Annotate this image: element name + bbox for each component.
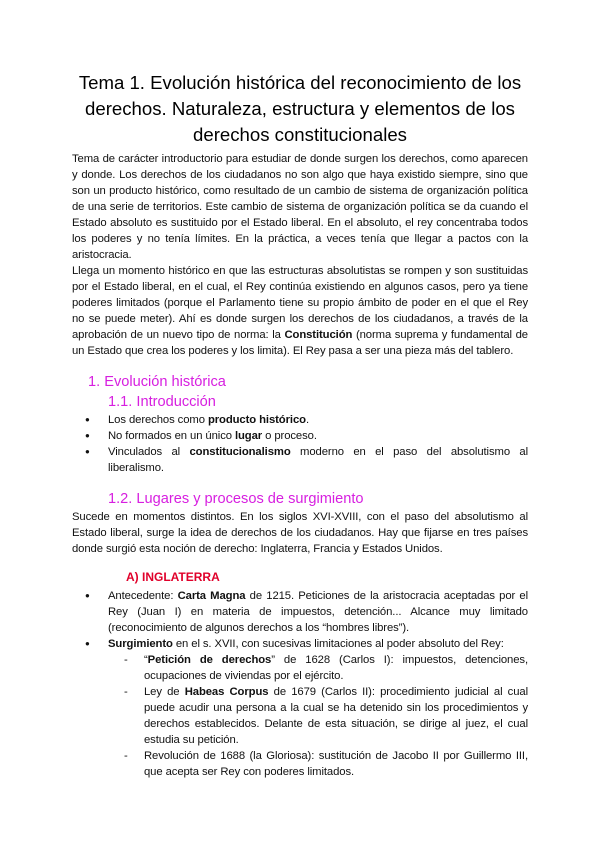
item-text: Los derechos como <box>108 414 208 426</box>
item-bold: Carta Magna <box>177 590 246 602</box>
item-text: No formados en un único <box>108 430 235 442</box>
list-item <box>108 652 528 684</box>
intro-paragraph-1: Tema de carácter introductorio para estudiar de donde surgen los derechos, como aparecen y donde. Los derechos de los ciudadanos no son algo que haya existido siempre, sino que son un producto histórico, como resultado de un cambio de sistema de organización política de una serie de territorios. Este cambio de sistema de organización política se da cuando el Estado absoluto es sustituido por el Estado liberal. En el absoluto, el rey concentraba todos los poderes y no tenía límites. En la práctica, a veces tenía que llegar a pactos con la aristocracia. <box>72 153 528 261</box>
item-text: de 1215. Peticiones de la aristocracia aceptadas por el Rey (Juan I) en materia de impuestos, detención... Alcance muy limitado (reconocimiento de algunos derechos a los “hombres libres”). <box>108 590 528 634</box>
list-item <box>72 412 528 428</box>
surgimiento-dash-list <box>108 652 528 780</box>
item-text: moderno en el paso del absolutismo al liberalismo. <box>108 446 529 474</box>
list-item: - Revolución de 1688 (la Gloriosa): sustitución de Jacobo II por Guillermo III, que acepta ser Rey con poderes limitados. <box>108 748 528 780</box>
section-1-2-paragraph: Sucede en momentos distintos. En los siglos XVI-XVIII, con el paso del absolutismo al Estado liberal, surge la idea de derechos de los ciudadanos. Hay que fijarse en tres países donde surgió esta noción de derecho: Inglaterra, Francia y Estados Unidos. <box>72 511 528 555</box>
document-page <box>72 70 528 780</box>
inglaterra-heading: A) INGLATERRA <box>126 570 220 584</box>
intro-bullet-list <box>72 412 528 476</box>
list-item <box>72 444 528 476</box>
list-item <box>72 428 528 444</box>
section-1-1-heading: 1.1. Introducción <box>108 394 216 410</box>
item-bold: Surgimiento <box>108 638 173 650</box>
item-bold: Habeas Corpus <box>184 686 269 698</box>
item-bold: producto histórico <box>207 414 306 426</box>
item-text: Ley de <box>144 686 185 698</box>
item-text: Antecedente: <box>108 590 178 602</box>
item-bold: lugar <box>234 430 263 442</box>
intro-p2-bold: Constitución <box>284 329 353 341</box>
list-item <box>72 636 528 780</box>
item-text: Vinculados al <box>108 446 190 458</box>
intro-paragraph-2 <box>72 263 528 359</box>
item-text: ” de 1628 (Carlos I): impuestos, detenciones, ocupaciones de viviendas por el ejército. <box>144 654 528 682</box>
item-text: o proceso. <box>262 430 317 442</box>
item-text: de 1679 (Carlos II): procedimiento judicial al cual puede acudir una persona a la cual se ha detenido sin los procedimientos y derechos establecidos. Delante de esta situación, se dirige al juez, el cual estudia su petición. <box>144 686 529 746</box>
item-text: en el s. XVII, con sucesivas limitaciones al poder absoluto del Rey: <box>172 638 504 650</box>
section-1-heading: 1. Evolución histórica <box>88 374 226 390</box>
item-text: “ <box>144 654 148 666</box>
list-item <box>108 684 528 748</box>
list-item <box>72 588 528 636</box>
intro-p2-text-c: (norma suprema y fundamental de un Estado que crea los poderes y los limita). El Rey pasa a ser una pieza más del tablero. <box>72 329 528 357</box>
document-title: Tema 1. Evolución histórica del reconocimiento de los derechos. Naturaleza, estructura y elementos de los derechos constitucionales <box>78 72 522 145</box>
intro-p2-text-a: Llega un momento histórico en que las estructuras absolutistas se rompen y son sustituidas por el Estado liberal, en el cual, el Rey continúa existiendo en algunos casos, pero ya tiene poderes limitados (porque el Parlamento tiene su propio ámbito de poder en el que el Rey no se puede meter). Ahí es donde surgen los derechos de los ciudadanos, a través de la aprobación de un nuevo tipo de norma: la <box>72 265 528 341</box>
inglaterra-bullet-list <box>72 588 528 780</box>
item-bold: Petición de derechos <box>147 654 272 666</box>
item-text: . <box>305 414 309 426</box>
item-bold: constitucionalismo <box>189 446 291 458</box>
section-1-2-heading: 1.2. Lugares y procesos de surgimiento <box>108 491 364 507</box>
